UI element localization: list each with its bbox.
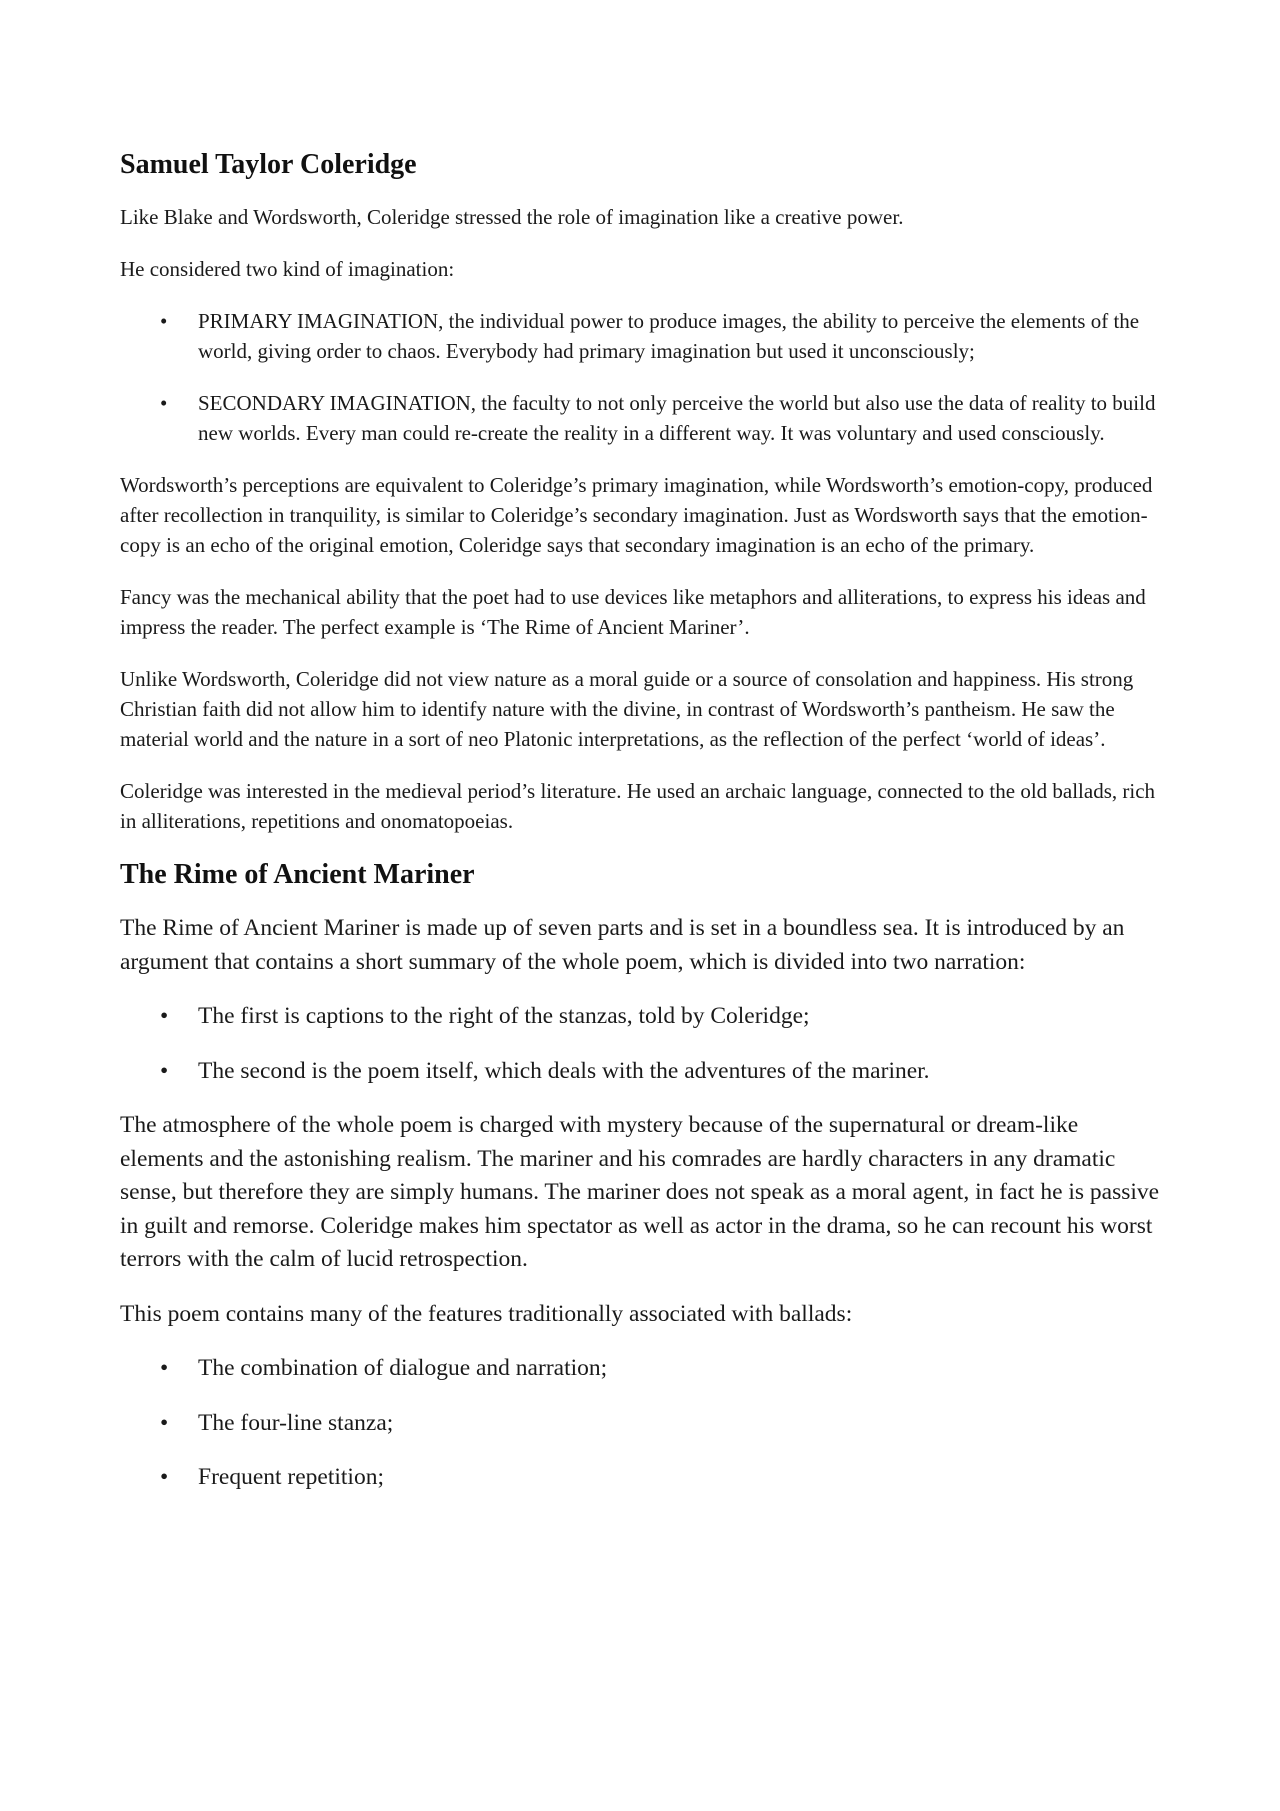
- paragraph: The Rime of Ancient Mariner is made up of seven parts and is set in a boundless sea. It is introduced by an argument that contains a short summary of the whole poem, which is divided into two narration:: [120, 915, 1125, 975]
- paragraph: Coleridge was interested in the medieval period’s literature. He used an archaic language, connected to the old ballads, rich in alliterations, repetitions and onomatopoeias.: [120, 779, 1156, 833]
- section-title: Samuel Taylor Coleridge: [120, 149, 417, 180]
- list-item: [120, 1000, 1165, 1034]
- bullet-icon: •: [160, 309, 168, 333]
- list-item-text: Frequent repetition;: [198, 1464, 384, 1490]
- list-item: [120, 1461, 1165, 1495]
- paragraph: Fancy was the mechanical ability that the poet had to use devices like metaphors and alliterations, to express his ideas and impress the reader. The perfect example is ‘The Rime of Ancient Mariner’.: [120, 585, 1146, 639]
- bullet-icon: •: [160, 1003, 169, 1029]
- document-content: [120, 148, 1165, 1516]
- section-coleridge: [120, 148, 1165, 836]
- list-item-text: SECONDARY IMAGINATION, the faculty to not only perceive the world but also use the data of reality to build new worlds. Every man could re-create the reality in a different way. It was voluntary and used consciously.: [198, 391, 1156, 445]
- list-item-text: The four-line stanza;: [198, 1409, 394, 1436]
- list-item-text: The combination of dialogue and narration;: [198, 1355, 608, 1381]
- paragraph: He considered two kind of imagination:: [120, 257, 455, 281]
- list-item: [120, 1407, 1165, 1441]
- list-item-text: The first is captions to the right of the stanzas, told by Coleridge;: [198, 1003, 810, 1029]
- list-item: [120, 1055, 1165, 1089]
- list-item: [120, 1352, 1165, 1386]
- paragraph: Wordsworth’s perceptions are equivalent to Coleridge’s primary imagination, while Wordsworth’s emotion-copy, produced after recollection in tranquility, is similar to Coleridge’s secondary imagination. Just as Wordsworth says that the emotion-copy is an echo of the original emotion, Coleridge says that secondary imagination is an echo of the primary.: [120, 473, 1153, 557]
- paragraph: Like Blake and Wordsworth, Coleridge stressed the role of imagination like a creative power.: [120, 205, 904, 229]
- paragraph: The atmosphere of the whole poem is charged with mystery because of the supernatural or dream-like elements and the astonishing realism. The mariner and his comrades are hardly characters in any dramatic sense, but therefore they are simply humans. The mariner does not speak as a moral agent, in fact he is passive in guilt and remorse. Coleridge makes him spectator as well as actor in the drama, so he can recount his worst terrors with the calm of lucid retrospection.: [120, 1112, 1160, 1272]
- bullet-icon: •: [160, 1355, 169, 1381]
- section-rime: [120, 858, 1165, 1495]
- bullet-icon: •: [160, 391, 168, 415]
- list-item-text: The second is the poem itself, which deals with the adventures of the mariner.: [198, 1057, 930, 1084]
- list-item: [120, 388, 1165, 448]
- paragraph: This poem contains many of the features traditionally associated with ballads:: [120, 1300, 853, 1327]
- bullet-list: [120, 1000, 1165, 1088]
- bullet-icon: •: [160, 1464, 169, 1490]
- bullet-icon: •: [160, 1409, 169, 1436]
- paragraph: Unlike Wordsworth, Coleridge did not view nature as a moral guide or a source of consolation and happiness. His strong Christian faith did not allow him to identify nature with the divine, in contrast of Wordsworth’s pantheism. He saw the material world and the nature in a sort of neo Platonic interpretations, as the reflection of the perfect ‘world of ideas’.: [120, 667, 1134, 751]
- section-title: The Rime of Ancient Mariner: [120, 859, 475, 890]
- bullet-list: [120, 1352, 1165, 1495]
- list-item-text: PRIMARY IMAGINATION, the individual power to produce images, the ability to perceive the elements of the world, giving order to chaos. Everybody had primary imagination but used it unconsciously;: [198, 309, 1140, 363]
- list-item: [120, 306, 1165, 366]
- bullet-list: [120, 306, 1165, 448]
- bullet-icon: •: [160, 1057, 169, 1084]
